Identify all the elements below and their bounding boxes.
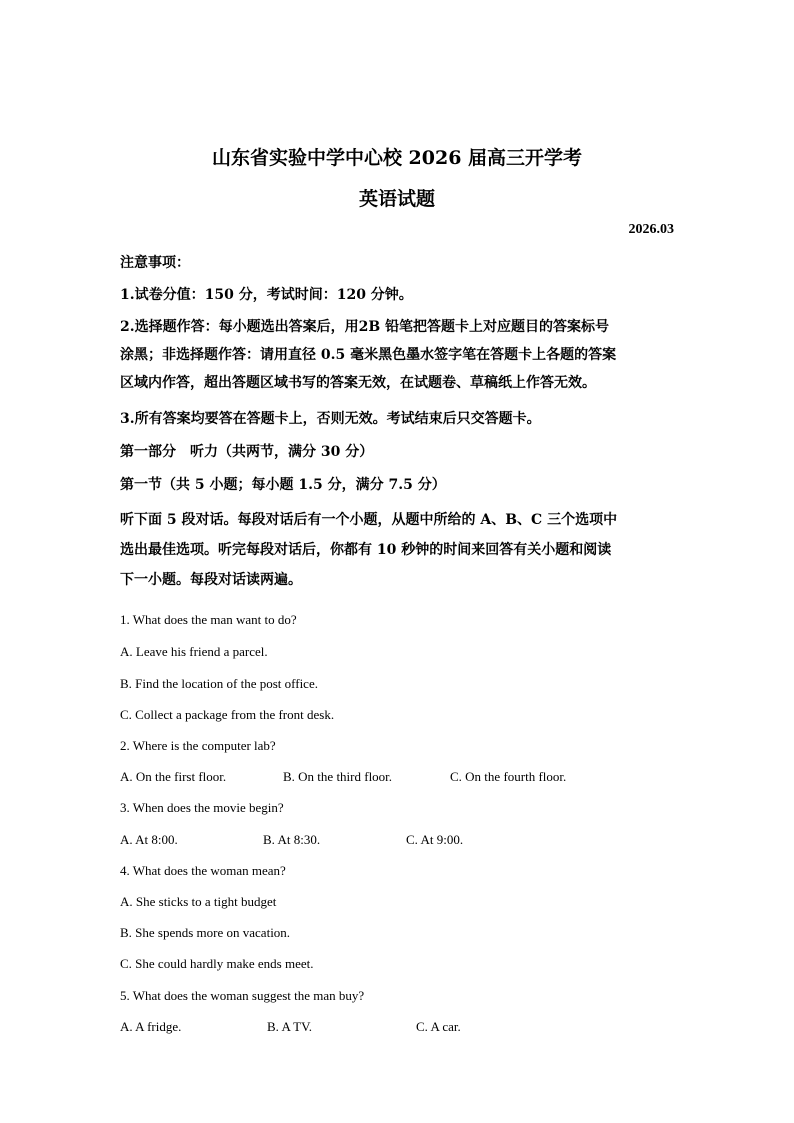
part-heading: 第一部分 听力（共两节，满分 30 分） xyxy=(120,444,374,460)
question-3-stem: 3. When does the movie begin? xyxy=(120,800,284,815)
question-3-option-c: C. At 9:00. xyxy=(406,832,464,847)
instructions-line-3: 下一小题。每段对话读两遍。 xyxy=(120,572,302,588)
question-4-option-b: B. She spends more on vacation. xyxy=(120,925,291,940)
question-2-option-b: B. On the third floor. xyxy=(283,769,393,784)
exam-subtitle: 英语试题 xyxy=(358,188,435,210)
question-3-option-a: A. At 8:00. xyxy=(120,832,178,847)
question-5-stem: 5. What does the woman suggest the man buy? xyxy=(120,988,365,1003)
question-1-option-b: B. Find the location of the post office. xyxy=(120,676,318,691)
note-item-3: 3.所有答案均要答在答题卡上，否则无效。考试结束后只交答题卡。 xyxy=(120,411,541,427)
exam-date: 2026.03 xyxy=(628,222,674,237)
instructions-line-2: 选出最佳选项。听完每段对话后，你都有 10 秒钟的时间来回答有关小题和阅读 xyxy=(120,542,612,558)
question-3-option-b: B. At 8:30. xyxy=(263,832,321,847)
instructions-line-1: 听下面 5 段对话。每段对话后有一个小题，从题中所给的 A、B、C 三个选项中 xyxy=(120,512,618,528)
question-2-option-c: C. On the fourth floor. xyxy=(450,769,567,784)
question-1-option-a: A. Leave his friend a parcel. xyxy=(120,644,268,659)
note-item-2-line-1: 2.选择题作答：每小题选出答案后，用2B 铅笔把答题卡上对应题目的答案标号 xyxy=(120,319,610,335)
notes-heading: 注意事项： xyxy=(120,255,190,271)
question-4-option-c: C. She could hardly make ends meet. xyxy=(120,956,314,971)
question-1-stem: 1. What does the man want to do? xyxy=(120,612,297,627)
note-item-2-line-2: 涂黑；非选择题作答：请用直径 0.5 毫米黑色墨水签字笔在答题卡上各题的答案 xyxy=(120,347,617,363)
question-5-option-a: A. A fridge. xyxy=(120,1019,182,1034)
exam-title: 山东省实验中学中心校 2026 届高三开学考 xyxy=(211,147,583,169)
question-4-option-a: A. She sticks to a tight budget xyxy=(120,894,277,909)
question-4-stem: 4. What does the woman mean? xyxy=(120,863,286,878)
question-5-option-c: C. A car. xyxy=(416,1019,461,1034)
section-heading: 第一节（共 5 小题；每小题 1.5 分，满分 7.5 分） xyxy=(120,477,446,493)
question-5-option-b: B. A TV. xyxy=(267,1019,313,1034)
question-2-option-a: A. On the first floor. xyxy=(120,769,227,784)
question-1-option-c: C. Collect a package from the front desk. xyxy=(120,707,335,722)
note-item-2-line-3: 区域内作答，超出答题区域书写的答案无效，在试题卷、草稿纸上作答无效。 xyxy=(120,375,596,391)
question-2-stem: 2. Where is the computer lab? xyxy=(120,738,276,753)
note-item-1: 1.试卷分值：150 分，考试时间：120 分钟。 xyxy=(120,287,413,303)
